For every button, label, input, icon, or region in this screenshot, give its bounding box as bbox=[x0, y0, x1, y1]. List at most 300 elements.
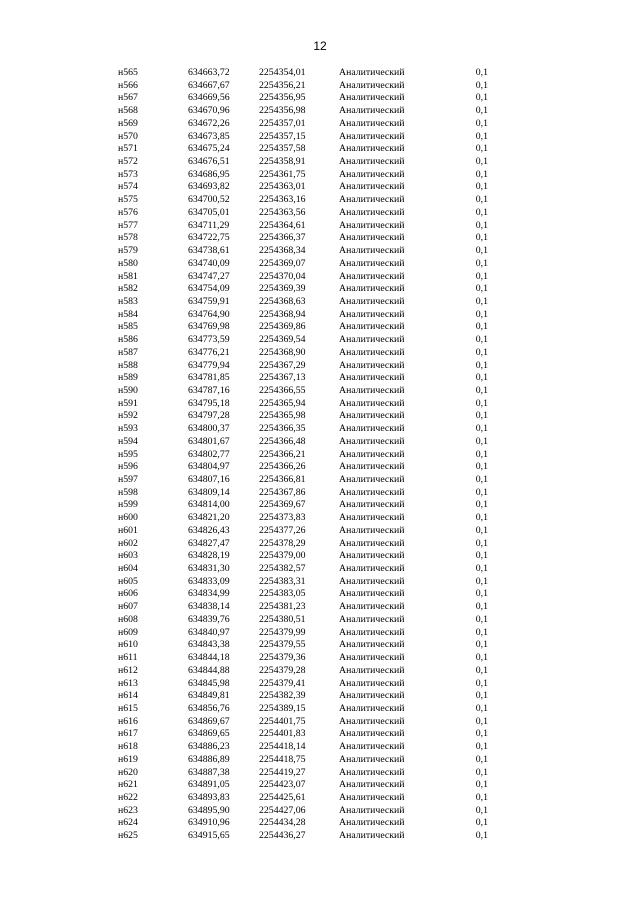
x-coordinate-cell: 634722,75 bbox=[188, 232, 230, 244]
method-cell: Аналитический bbox=[339, 791, 405, 803]
table-row bbox=[118, 652, 488, 665]
method-cell: Аналитический bbox=[339, 486, 405, 498]
point-id-cell: н617 bbox=[118, 728, 138, 740]
accuracy-cell: 0,1 bbox=[475, 206, 488, 218]
table-row bbox=[118, 296, 488, 309]
method-cell: Аналитический bbox=[339, 817, 405, 829]
method-cell: Аналитический bbox=[339, 652, 405, 664]
accuracy-cell: 0,1 bbox=[475, 245, 488, 257]
accuracy-cell: 0,1 bbox=[475, 690, 488, 702]
point-id-cell: н602 bbox=[118, 537, 138, 549]
y-coordinate-cell: 2254366,48 bbox=[259, 435, 306, 447]
x-coordinate-cell: 634781,85 bbox=[188, 372, 230, 384]
x-coordinate-cell: 634667,67 bbox=[188, 79, 230, 91]
point-id-cell: н572 bbox=[118, 156, 138, 168]
table-row bbox=[118, 690, 488, 703]
accuracy-cell: 0,1 bbox=[475, 423, 488, 435]
y-coordinate-cell: 2254367,86 bbox=[259, 486, 306, 498]
accuracy-cell: 0,1 bbox=[475, 741, 488, 753]
table-row bbox=[118, 67, 488, 80]
table-row bbox=[118, 271, 488, 284]
point-id-cell: н570 bbox=[118, 130, 138, 142]
accuracy-cell: 0,1 bbox=[475, 715, 488, 727]
method-cell: Аналитический bbox=[339, 346, 405, 358]
point-id-cell: н600 bbox=[118, 512, 138, 524]
accuracy-cell: 0,1 bbox=[475, 461, 488, 473]
y-coordinate-cell: 2254369,39 bbox=[259, 283, 306, 295]
point-id-cell: н610 bbox=[118, 639, 138, 651]
point-id-cell: н579 bbox=[118, 245, 138, 257]
accuracy-cell: 0,1 bbox=[475, 194, 488, 206]
point-id-cell: н589 bbox=[118, 372, 138, 384]
method-cell: Аналитический bbox=[339, 245, 405, 257]
x-coordinate-cell: 634840,97 bbox=[188, 626, 230, 638]
point-id-cell: н568 bbox=[118, 105, 138, 117]
y-coordinate-cell: 2254425,61 bbox=[259, 791, 306, 803]
y-coordinate-cell: 2254361,75 bbox=[259, 168, 306, 180]
point-id-cell: н611 bbox=[118, 652, 138, 664]
y-coordinate-cell: 2254357,58 bbox=[259, 143, 306, 155]
accuracy-cell: 0,1 bbox=[475, 499, 488, 511]
y-coordinate-cell: 2254401,75 bbox=[259, 715, 306, 727]
point-id-cell: н581 bbox=[118, 270, 138, 282]
x-coordinate-cell: 634849,81 bbox=[188, 690, 230, 702]
accuracy-cell: 0,1 bbox=[475, 283, 488, 295]
x-coordinate-cell: 634827,47 bbox=[188, 537, 230, 549]
method-cell: Аналитический bbox=[339, 804, 405, 816]
method-cell: Аналитический bbox=[339, 499, 405, 511]
y-coordinate-cell: 2254379,55 bbox=[259, 639, 306, 651]
accuracy-cell: 0,1 bbox=[475, 384, 488, 396]
coordinates-table bbox=[118, 67, 488, 843]
y-coordinate-cell: 2254358,91 bbox=[259, 156, 306, 168]
method-cell: Аналитический bbox=[339, 702, 405, 714]
table-row bbox=[118, 334, 488, 347]
table-row bbox=[118, 767, 488, 780]
method-cell: Аналитический bbox=[339, 156, 405, 168]
method-cell: Аналитический bbox=[339, 474, 405, 485]
point-id-cell: н577 bbox=[118, 219, 138, 231]
y-coordinate-cell: 2254401,83 bbox=[259, 728, 306, 740]
table-row bbox=[118, 817, 488, 830]
table-row bbox=[118, 601, 488, 614]
table-row bbox=[118, 194, 488, 207]
x-coordinate-cell: 634821,20 bbox=[188, 512, 230, 524]
table-row bbox=[118, 499, 488, 512]
y-coordinate-cell: 2254378,29 bbox=[259, 537, 306, 549]
x-coordinate-cell: 634773,59 bbox=[188, 334, 230, 346]
table-row bbox=[118, 512, 488, 525]
table-row bbox=[118, 627, 488, 640]
x-coordinate-cell: 634700,52 bbox=[188, 194, 230, 206]
x-coordinate-cell: 634844,18 bbox=[188, 652, 230, 664]
table-row bbox=[118, 309, 488, 322]
point-id-cell: н593 bbox=[118, 423, 138, 435]
table-row bbox=[118, 678, 488, 691]
table-row bbox=[118, 461, 488, 474]
accuracy-cell: 0,1 bbox=[475, 168, 488, 180]
point-id-cell: н601 bbox=[118, 524, 138, 536]
y-coordinate-cell: 2254366,26 bbox=[259, 461, 306, 473]
x-coordinate-cell: 634769,98 bbox=[188, 321, 230, 333]
x-coordinate-cell: 634669,56 bbox=[188, 92, 230, 104]
accuracy-cell: 0,1 bbox=[475, 779, 488, 791]
table-row bbox=[118, 118, 488, 131]
point-id-cell: н582 bbox=[118, 283, 138, 295]
x-coordinate-cell: 634838,14 bbox=[188, 601, 230, 613]
y-coordinate-cell: 2254367,13 bbox=[259, 372, 306, 384]
method-cell: Аналитический bbox=[339, 626, 405, 638]
point-id-cell: н609 bbox=[118, 626, 138, 638]
point-id-cell: н615 bbox=[118, 702, 138, 714]
x-coordinate-cell: 634891,05 bbox=[188, 779, 230, 791]
x-coordinate-cell: 634705,01 bbox=[188, 206, 230, 218]
y-coordinate-cell: 2254368,34 bbox=[259, 245, 306, 257]
y-coordinate-cell: 2254370,04 bbox=[259, 270, 306, 282]
y-coordinate-cell: 2254379,99 bbox=[259, 626, 306, 638]
y-coordinate-cell: 2254434,28 bbox=[259, 817, 306, 829]
accuracy-cell: 0,1 bbox=[475, 321, 488, 333]
y-coordinate-cell: 2254418,75 bbox=[259, 753, 306, 765]
x-coordinate-cell: 634673,85 bbox=[188, 130, 230, 142]
point-id-cell: н587 bbox=[118, 346, 138, 358]
point-id-cell: н614 bbox=[118, 690, 138, 702]
accuracy-cell: 0,1 bbox=[475, 728, 488, 740]
method-cell: Аналитический bbox=[339, 677, 405, 689]
y-coordinate-cell: 2254366,35 bbox=[259, 423, 306, 435]
table-row bbox=[118, 754, 488, 767]
point-id-cell: н596 bbox=[118, 461, 138, 473]
accuracy-cell: 0,1 bbox=[475, 410, 488, 422]
method-cell: Аналитический bbox=[339, 295, 405, 307]
accuracy-cell: 0,1 bbox=[475, 105, 488, 117]
table-row bbox=[118, 639, 488, 652]
method-cell: Аналитический bbox=[339, 219, 405, 231]
table-row bbox=[118, 525, 488, 538]
method-cell: Аналитический bbox=[339, 613, 405, 625]
table-row bbox=[118, 588, 488, 601]
point-id-cell: н618 bbox=[118, 741, 138, 753]
table-row bbox=[118, 220, 488, 233]
accuracy-cell: 0,1 bbox=[475, 448, 488, 460]
point-id-cell: н592 bbox=[118, 410, 138, 422]
method-cell: Аналитический bbox=[339, 690, 405, 702]
accuracy-cell: 0,1 bbox=[475, 474, 488, 485]
method-cell: Аналитический bbox=[339, 575, 405, 587]
x-coordinate-cell: 634856,76 bbox=[188, 702, 230, 714]
point-id-cell: н569 bbox=[118, 117, 138, 129]
table-row bbox=[118, 92, 488, 105]
point-id-cell: н620 bbox=[118, 766, 138, 778]
table-row bbox=[118, 156, 488, 169]
method-cell: Аналитический bbox=[339, 194, 405, 206]
method-cell: Аналитический bbox=[339, 512, 405, 524]
x-coordinate-cell: 634663,72 bbox=[188, 67, 230, 78]
x-coordinate-cell: 634886,23 bbox=[188, 741, 230, 753]
x-coordinate-cell: 634826,43 bbox=[188, 524, 230, 536]
point-id-cell: н588 bbox=[118, 359, 138, 371]
y-coordinate-cell: 2254369,86 bbox=[259, 321, 306, 333]
x-coordinate-cell: 634670,96 bbox=[188, 105, 230, 117]
method-cell: Аналитический bbox=[339, 779, 405, 791]
accuracy-cell: 0,1 bbox=[475, 219, 488, 231]
method-cell: Аналитический bbox=[339, 423, 405, 435]
y-coordinate-cell: 2254373,83 bbox=[259, 512, 306, 524]
y-coordinate-cell: 2254366,21 bbox=[259, 448, 306, 460]
table-row bbox=[118, 436, 488, 449]
x-coordinate-cell: 634809,14 bbox=[188, 486, 230, 498]
point-id-cell: н573 bbox=[118, 168, 138, 180]
coordinates-table-body bbox=[118, 67, 488, 843]
x-coordinate-cell: 634754,09 bbox=[188, 283, 230, 295]
accuracy-cell: 0,1 bbox=[475, 512, 488, 524]
x-coordinate-cell: 634834,99 bbox=[188, 588, 230, 600]
table-row bbox=[118, 347, 488, 360]
method-cell: Аналитический bbox=[339, 537, 405, 549]
point-id-cell: н625 bbox=[118, 830, 138, 842]
y-coordinate-cell: 2254365,98 bbox=[259, 410, 306, 422]
point-id-cell: н612 bbox=[118, 664, 138, 676]
x-coordinate-cell: 634686,95 bbox=[188, 168, 230, 180]
x-coordinate-cell: 634764,90 bbox=[188, 308, 230, 320]
y-coordinate-cell: 2254354,01 bbox=[259, 67, 306, 78]
table-row bbox=[118, 423, 488, 436]
point-id-cell: н584 bbox=[118, 308, 138, 320]
table-row bbox=[118, 321, 488, 334]
table-row bbox=[118, 716, 488, 729]
accuracy-cell: 0,1 bbox=[475, 270, 488, 282]
method-cell: Аналитический bbox=[339, 830, 405, 842]
method-cell: Аналитический bbox=[339, 461, 405, 473]
y-coordinate-cell: 2254427,06 bbox=[259, 804, 306, 816]
x-coordinate-cell: 634747,27 bbox=[188, 270, 230, 282]
x-coordinate-cell: 634804,97 bbox=[188, 461, 230, 473]
x-coordinate-cell: 634887,38 bbox=[188, 766, 230, 778]
x-coordinate-cell: 634676,51 bbox=[188, 156, 230, 168]
y-coordinate-cell: 2254368,94 bbox=[259, 308, 306, 320]
y-coordinate-cell: 2254381,23 bbox=[259, 601, 306, 613]
y-coordinate-cell: 2254379,28 bbox=[259, 664, 306, 676]
method-cell: Аналитический bbox=[339, 753, 405, 765]
y-coordinate-cell: 2254379,00 bbox=[259, 550, 306, 562]
method-cell: Аналитический bbox=[339, 79, 405, 91]
accuracy-cell: 0,1 bbox=[475, 92, 488, 104]
table-row bbox=[118, 258, 488, 271]
point-id-cell: н578 bbox=[118, 232, 138, 244]
x-coordinate-cell: 634895,90 bbox=[188, 804, 230, 816]
x-coordinate-cell: 634886,89 bbox=[188, 753, 230, 765]
x-coordinate-cell: 634828,19 bbox=[188, 550, 230, 562]
table-row bbox=[118, 728, 488, 741]
table-row bbox=[118, 805, 488, 818]
y-coordinate-cell: 2254366,81 bbox=[259, 474, 306, 485]
accuracy-cell: 0,1 bbox=[475, 257, 488, 269]
method-cell: Аналитический bbox=[339, 715, 405, 727]
y-coordinate-cell: 2254363,16 bbox=[259, 194, 306, 206]
x-coordinate-cell: 634843,38 bbox=[188, 639, 230, 651]
table-row bbox=[118, 372, 488, 385]
y-coordinate-cell: 2254369,07 bbox=[259, 257, 306, 269]
y-coordinate-cell: 2254383,31 bbox=[259, 575, 306, 587]
method-cell: Аналитический bbox=[339, 550, 405, 562]
table-row bbox=[118, 538, 488, 551]
method-cell: Аналитический bbox=[339, 117, 405, 129]
table-row bbox=[118, 143, 488, 156]
y-coordinate-cell: 2254369,54 bbox=[259, 334, 306, 346]
y-coordinate-cell: 2254356,95 bbox=[259, 92, 306, 104]
x-coordinate-cell: 634672,26 bbox=[188, 117, 230, 129]
y-coordinate-cell: 2254363,01 bbox=[259, 181, 306, 193]
y-coordinate-cell: 2254377,26 bbox=[259, 524, 306, 536]
method-cell: Аналитический bbox=[339, 270, 405, 282]
x-coordinate-cell: 634759,91 bbox=[188, 295, 230, 307]
point-id-cell: н604 bbox=[118, 563, 138, 575]
y-coordinate-cell: 2254357,01 bbox=[259, 117, 306, 129]
method-cell: Аналитический bbox=[339, 728, 405, 740]
method-cell: Аналитический bbox=[339, 448, 405, 460]
accuracy-cell: 0,1 bbox=[475, 702, 488, 714]
x-coordinate-cell: 634814,00 bbox=[188, 499, 230, 511]
accuracy-cell: 0,1 bbox=[475, 652, 488, 664]
accuracy-cell: 0,1 bbox=[475, 372, 488, 384]
accuracy-cell: 0,1 bbox=[475, 232, 488, 244]
table-row bbox=[118, 105, 488, 118]
point-id-cell: н595 bbox=[118, 448, 138, 460]
table-row bbox=[118, 449, 488, 462]
point-id-cell: н566 bbox=[118, 79, 138, 91]
y-coordinate-cell: 2254379,41 bbox=[259, 677, 306, 689]
accuracy-cell: 0,1 bbox=[475, 435, 488, 447]
table-row bbox=[118, 80, 488, 93]
y-coordinate-cell: 2254363,56 bbox=[259, 206, 306, 218]
table-row bbox=[118, 131, 488, 144]
x-coordinate-cell: 634831,30 bbox=[188, 563, 230, 575]
point-id-cell: н567 bbox=[118, 92, 138, 104]
y-coordinate-cell: 2254356,21 bbox=[259, 79, 306, 91]
point-id-cell: н576 bbox=[118, 206, 138, 218]
x-coordinate-cell: 634807,16 bbox=[188, 474, 230, 485]
point-id-cell: н585 bbox=[118, 321, 138, 333]
table-row bbox=[118, 385, 488, 398]
method-cell: Аналитический bbox=[339, 181, 405, 193]
x-coordinate-cell: 634779,94 bbox=[188, 359, 230, 371]
y-coordinate-cell: 2254419,27 bbox=[259, 766, 306, 778]
y-coordinate-cell: 2254382,39 bbox=[259, 690, 306, 702]
table-row bbox=[118, 741, 488, 754]
x-coordinate-cell: 634869,65 bbox=[188, 728, 230, 740]
point-id-cell: н586 bbox=[118, 334, 138, 346]
y-coordinate-cell: 2254364,61 bbox=[259, 219, 306, 231]
accuracy-cell: 0,1 bbox=[475, 791, 488, 803]
accuracy-cell: 0,1 bbox=[475, 359, 488, 371]
method-cell: Аналитический bbox=[339, 232, 405, 244]
accuracy-cell: 0,1 bbox=[475, 397, 488, 409]
x-coordinate-cell: 634738,61 bbox=[188, 245, 230, 257]
point-id-cell: н606 bbox=[118, 588, 138, 600]
x-coordinate-cell: 634845,98 bbox=[188, 677, 230, 689]
accuracy-cell: 0,1 bbox=[475, 550, 488, 562]
y-coordinate-cell: 2254380,51 bbox=[259, 613, 306, 625]
method-cell: Аналитический bbox=[339, 664, 405, 676]
method-cell: Аналитический bbox=[339, 588, 405, 600]
x-coordinate-cell: 634711,29 bbox=[188, 219, 230, 231]
point-id-cell: н599 bbox=[118, 499, 138, 511]
method-cell: Аналитический bbox=[339, 397, 405, 409]
x-coordinate-cell: 634776,21 bbox=[188, 346, 230, 358]
method-cell: Аналитический bbox=[339, 524, 405, 536]
table-row bbox=[118, 779, 488, 792]
method-cell: Аналитический bbox=[339, 334, 405, 346]
y-coordinate-cell: 2254367,29 bbox=[259, 359, 306, 371]
point-id-cell: н571 bbox=[118, 143, 138, 155]
table-row bbox=[118, 232, 488, 245]
y-coordinate-cell: 2254389,15 bbox=[259, 702, 306, 714]
accuracy-cell: 0,1 bbox=[475, 79, 488, 91]
table-row bbox=[118, 398, 488, 411]
y-coordinate-cell: 2254436,27 bbox=[259, 830, 306, 842]
point-id-cell: н594 bbox=[118, 435, 138, 447]
x-coordinate-cell: 634800,37 bbox=[188, 423, 230, 435]
point-id-cell: н605 bbox=[118, 575, 138, 587]
accuracy-cell: 0,1 bbox=[475, 830, 488, 842]
point-id-cell: н598 bbox=[118, 486, 138, 498]
point-id-cell: н583 bbox=[118, 295, 138, 307]
method-cell: Аналитический bbox=[339, 130, 405, 142]
method-cell: Аналитический bbox=[339, 766, 405, 778]
x-coordinate-cell: 634833,09 bbox=[188, 575, 230, 587]
accuracy-cell: 0,1 bbox=[475, 563, 488, 575]
accuracy-cell: 0,1 bbox=[475, 575, 488, 587]
method-cell: Аналитический bbox=[339, 308, 405, 320]
point-id-cell: н597 bbox=[118, 474, 138, 485]
x-coordinate-cell: 634693,82 bbox=[188, 181, 230, 193]
method-cell: Аналитический bbox=[339, 435, 405, 447]
table-row bbox=[118, 360, 488, 373]
method-cell: Аналитический bbox=[339, 601, 405, 613]
y-coordinate-cell: 2254356,98 bbox=[259, 105, 306, 117]
y-coordinate-cell: 2254368,90 bbox=[259, 346, 306, 358]
method-cell: Аналитический bbox=[339, 384, 405, 396]
point-id-cell: н619 bbox=[118, 753, 138, 765]
method-cell: Аналитический bbox=[339, 206, 405, 218]
table-row bbox=[118, 207, 488, 220]
accuracy-cell: 0,1 bbox=[475, 346, 488, 358]
point-id-cell: н608 bbox=[118, 613, 138, 625]
table-row bbox=[118, 181, 488, 194]
accuracy-cell: 0,1 bbox=[475, 804, 488, 816]
accuracy-cell: 0,1 bbox=[475, 664, 488, 676]
point-id-cell: н574 bbox=[118, 181, 138, 193]
point-id-cell: н590 bbox=[118, 384, 138, 396]
table-row bbox=[118, 614, 488, 627]
y-coordinate-cell: 2254369,67 bbox=[259, 499, 306, 511]
x-coordinate-cell: 634802,77 bbox=[188, 448, 230, 460]
accuracy-cell: 0,1 bbox=[475, 537, 488, 549]
table-row bbox=[118, 245, 488, 258]
y-coordinate-cell: 2254379,36 bbox=[259, 652, 306, 664]
y-coordinate-cell: 2254365,94 bbox=[259, 397, 306, 409]
table-row bbox=[118, 792, 488, 805]
accuracy-cell: 0,1 bbox=[475, 626, 488, 638]
x-coordinate-cell: 634915,65 bbox=[188, 830, 230, 842]
table-row bbox=[118, 169, 488, 182]
table-row bbox=[118, 550, 488, 563]
x-coordinate-cell: 634740,09 bbox=[188, 257, 230, 269]
y-coordinate-cell: 2254368,63 bbox=[259, 295, 306, 307]
point-id-cell: н622 bbox=[118, 791, 138, 803]
y-coordinate-cell: 2254423,07 bbox=[259, 779, 306, 791]
table-row bbox=[118, 487, 488, 500]
